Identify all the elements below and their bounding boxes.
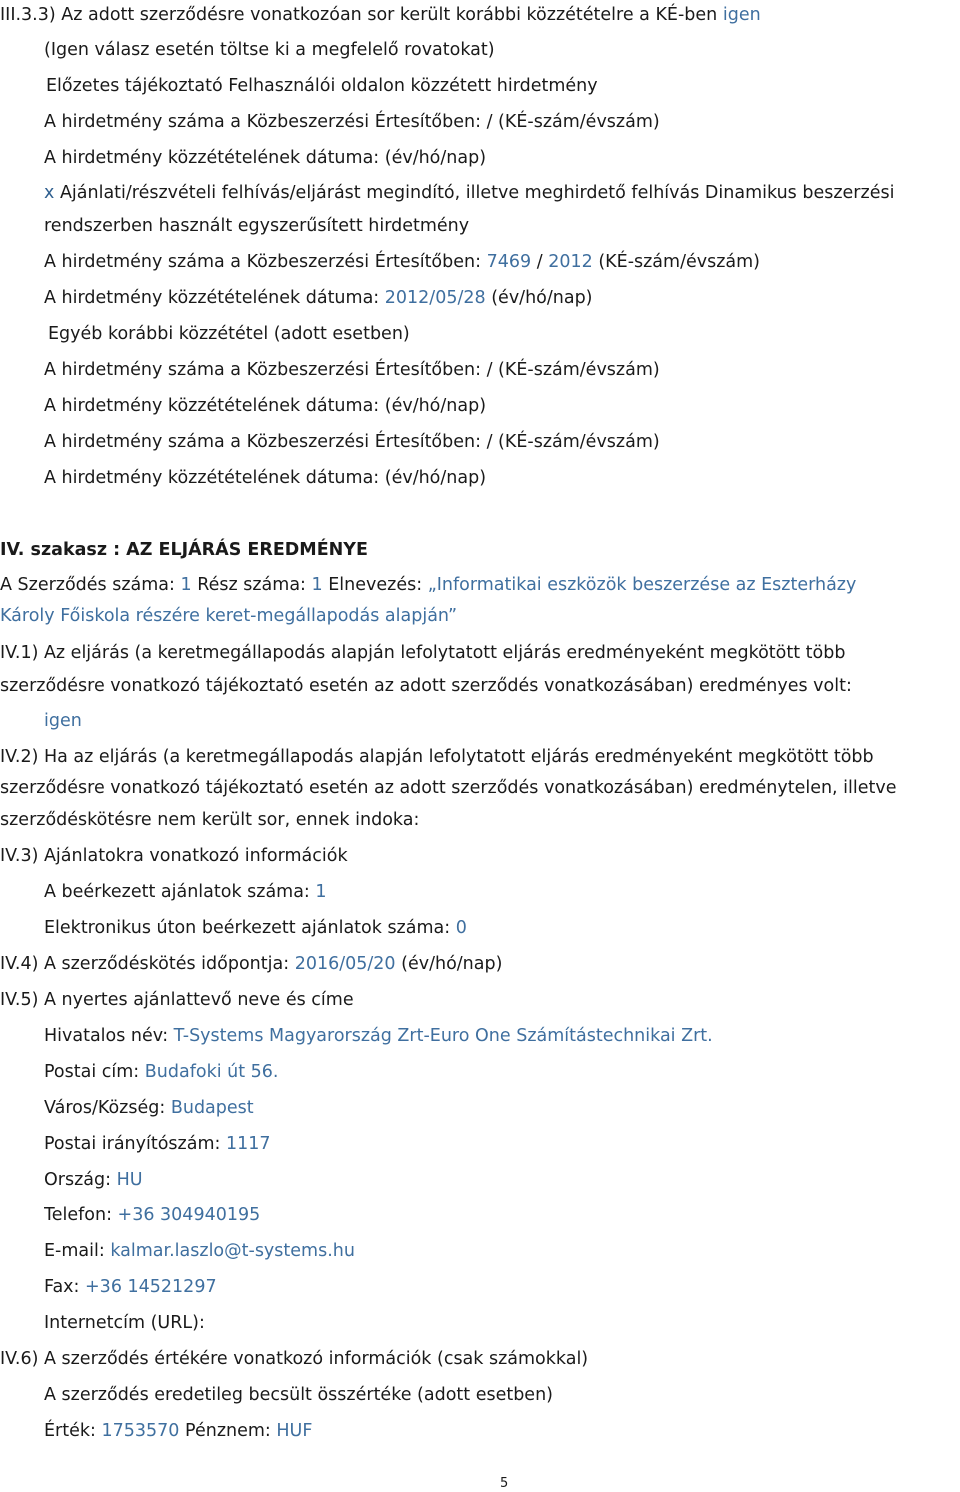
contract-name-value: „Informatikai eszközök beszerzése az Eszterházy [427,575,857,595]
notice-year-value: 2012 [548,252,593,272]
iv2-line-1: IV.2) Ha az eljárás (a keretmegállapodás alapján lefolytatott eljárás eredményeként megkötött több [0,747,874,767]
postcode-value: 1117 [225,1134,271,1154]
other-notice-date-2: A hirdetmény közzétételének dátuma: (év/hó/nap) [44,468,487,488]
winner-phone: Telefon: +36 304940195 [44,1205,261,1225]
winner-url: Internetcím (URL): [44,1313,205,1333]
other-notice-date-1: A hirdetmény közzétételének dátuma: (év/hó/nap) [44,396,487,416]
phone-value: +36 304940195 [117,1205,261,1225]
notice-date-value: 2012/05/28 [384,288,486,308]
estimated-value-label: A szerződés eredetileg becsült összértéke (adott esetben) [44,1385,553,1405]
offers-electronic: Elektronikus úton beérkezett ajánlatok száma: 0 [44,918,467,938]
notice-number-label: A hirdetmény száma a Közbeszerzési Értesítőben: / (KÉ-szám/évszám) [44,112,660,132]
iv4-contract-date: IV.4) A szerződéskötés időpontja: 2016/05/20 (év/hó/nap) [0,954,503,974]
iv1-answer: igen [44,711,82,731]
fax-value: +36 14521297 [85,1277,217,1297]
email-value: kalmar.laszlo@t-systems.hu [110,1241,355,1261]
value-amount: 1753570 [101,1421,180,1441]
winner-city: Város/Község: Budapest [44,1098,254,1118]
offers-received-value: 1 [315,882,327,902]
other-notice-number-1: A hirdetmény száma a Közbeszerzési Értesítőben: / (KÉ-szám/évszám) [44,360,660,380]
iv2-line-3: szerződéskötésre nem került sor, ennek indoka: [0,810,420,830]
contract-info-line-1: A Szerződés száma: 1 Rész száma: 1 Elnevezés: „Informatikai eszközök beszerzése az Eszterházy [0,575,857,595]
call-notice-line-2: rendszerben használt egyszerűsített hirdetmény [44,216,470,236]
check-mark-icon: x [44,183,55,203]
offers-electronic-value: 0 [455,918,467,938]
notice-date-label: A hirdetmény közzétételének dátuma: (év/hó/nap) [44,148,487,168]
iv1-line-1: IV.1) Az eljárás (a keretmegállapodás alapján lefolytatott eljárás eredményeként megkötött több [0,643,846,663]
country-value: HU [116,1170,143,1190]
other-notice-number-2: A hirdetmény száma a Közbeszerzési Értesítőben: / (KÉ-szám/évszám) [44,432,660,452]
part-number-value: 1 [311,575,323,595]
s3-3-answer: igen [722,5,761,25]
notice-number-filled: A hirdetmény száma a Közbeszerzési Értesítőben: 7469 / 2012 (KÉ-szám/évszám) [44,252,760,272]
prior-info-label: Előzetes tájékoztató Felhasználói oldalon közzétett hirdetmény [46,76,598,96]
contract-value: Érték: 1753570 Pénznem: HUF [44,1421,313,1441]
s3-3-question: III.3.3) Az adott szerződésre vonatkozóan sor került korábbi közzétételre a KÉ-ben igen [0,5,761,25]
s3-3-note: (Igen válasz esetén töltse ki a megfelelő rovatokat) [44,40,495,60]
winner-email: E-mail: kalmar.laszlo@t-systems.hu [44,1241,355,1261]
city-value: Budapest [170,1098,254,1118]
iv3-heading: IV.3) Ajánlatokra vonatkozó információk [0,846,348,866]
notice-number-value: 7469 [486,252,532,272]
postal-address-value: Budafoki út 56. [144,1062,279,1082]
call-notice-line-1: x Ajánlati/részvételi felhívás/eljárást megindító, illetve meghirdető felhívás Dinamikus beszerzési [44,183,895,203]
other-publication-label: Egyéb korábbi közzététel (adott esetben) [48,324,410,344]
winner-official-name: Hivatalos név: T-Systems Magyarország Zrt-Euro One Számítástechnikai Zrt. [44,1026,713,1046]
iv6-heading: IV.6) A szerződés értékére vonatkozó információk (csak számokkal) [0,1349,589,1369]
offers-received: A beérkezett ajánlatok száma: 1 [44,882,327,902]
winner-postal-address: Postai cím: Budafoki út 56. [44,1062,279,1082]
section-iv-heading: IV. szakasz : AZ ELJÁRÁS EREDMÉNYE [0,540,368,560]
iv1-line-2: szerződésre vonatkozó tájékoztató esetén az adott szerződés vonatkozásában) eredményes volt: [0,676,852,696]
contract-date-value: 2016/05/20 [294,954,396,974]
official-name-value: T-Systems Magyarország Zrt-Euro One Számítástechnikai Zrt. [173,1026,713,1046]
iv5-heading: IV.5) A nyertes ajánlattevő neve és címe [0,990,354,1010]
currency-value: HUF [276,1421,313,1441]
notice-date-filled: A hirdetmény közzétételének dátuma: 2012/05/28 (év/hó/nap) [44,288,593,308]
contract-name-line-2: Károly Főiskola részére keret-megállapodás alapján” [0,606,458,626]
winner-country: Ország: HU [44,1170,143,1190]
contract-number-value: 1 [180,575,192,595]
iv2-line-2: szerződésre vonatkozó tájékoztató esetén az adott szerződés vonatkozásában) eredménytelen, illetve [0,778,897,798]
page-number: 5 [500,1476,509,1491]
winner-fax: Fax: +36 14521297 [44,1277,217,1297]
winner-postcode: Postai irányítószám: 1117 [44,1134,271,1154]
